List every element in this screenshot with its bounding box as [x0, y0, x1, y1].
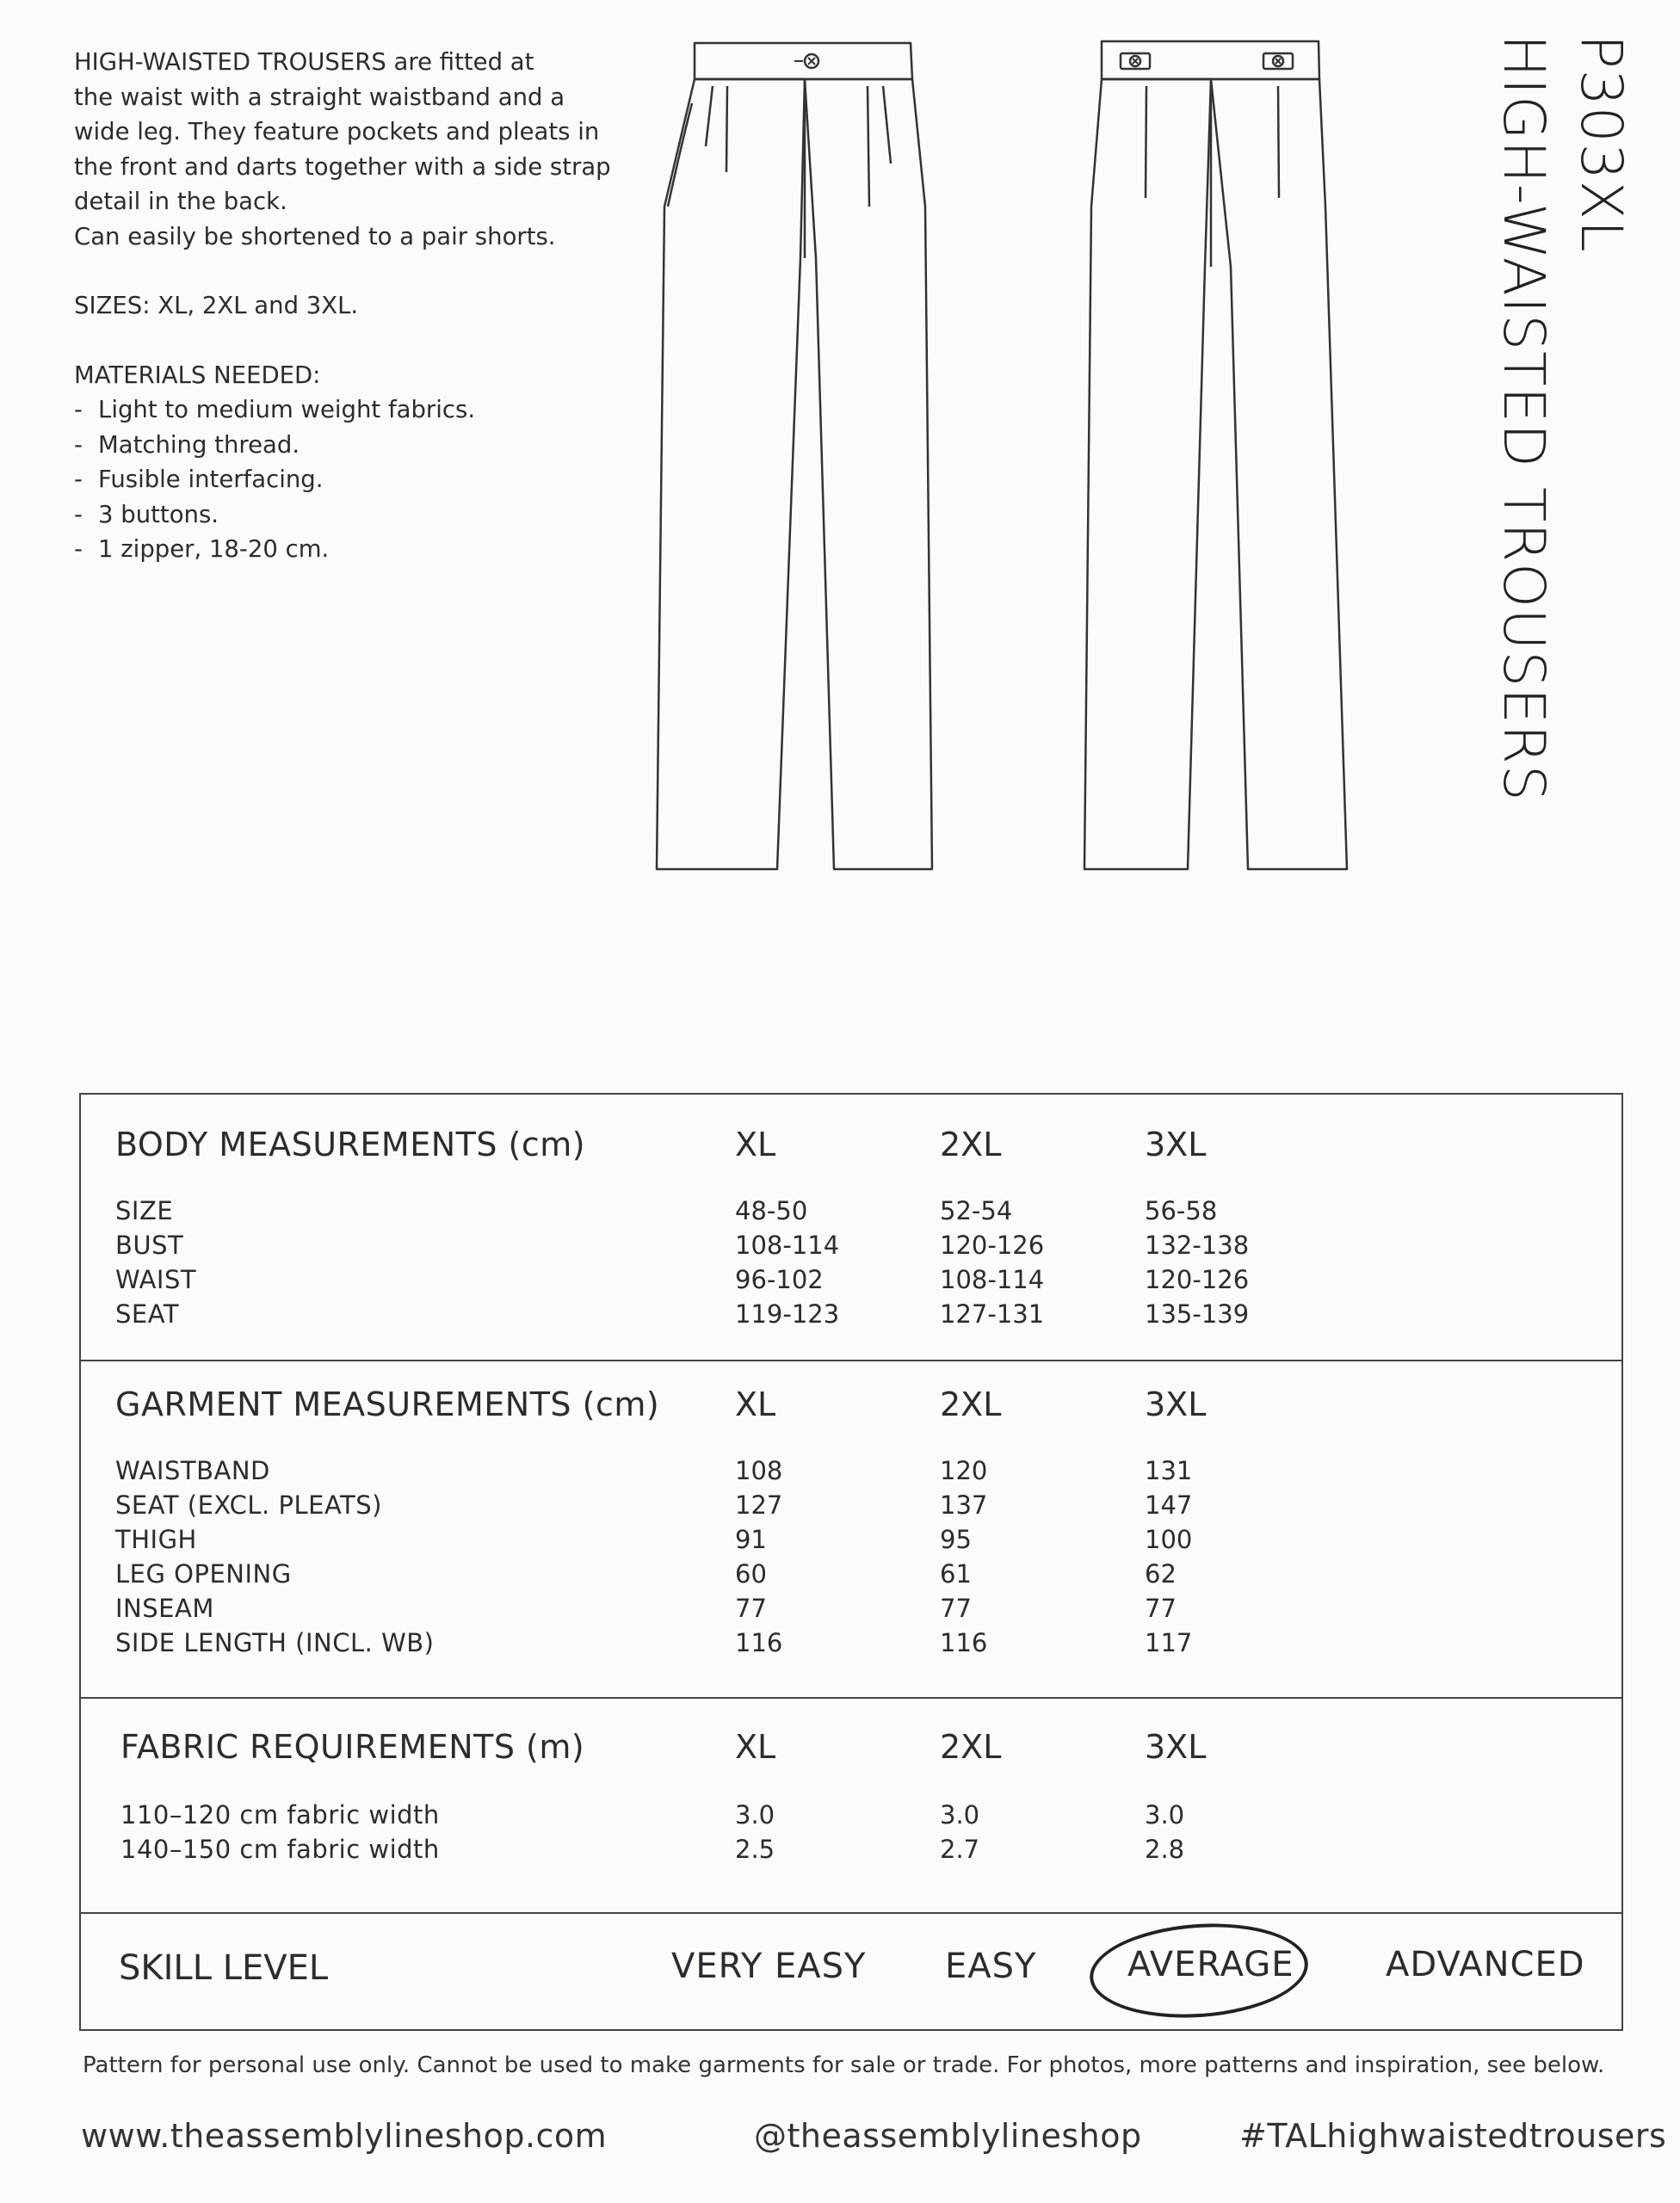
column-header: 3XL	[1145, 1126, 1207, 1163]
description-line: HIGH-WAISTED TROUSERS are fitted at	[74, 48, 534, 76]
table-cell: 52-54	[940, 1196, 1013, 1225]
table-cell: 60	[735, 1559, 767, 1589]
table-cell: 96-102	[735, 1265, 824, 1294]
table-cell: 77	[735, 1594, 767, 1623]
column-header: 2XL	[940, 1126, 1002, 1163]
fabric-requirements-section	[81, 1697, 1621, 1912]
table-cell: 108	[735, 1456, 783, 1485]
section-title: FABRIC REQUIREMENTS (m)	[120, 1728, 585, 1766]
pattern-description	[74, 45, 625, 567]
section-title: BODY MEASUREMENTS (cm)	[115, 1126, 586, 1163]
list-item: - Light to medium weight fabrics.	[74, 396, 476, 423]
column-header: XL	[735, 1385, 776, 1423]
description-line: the waist with a straight waistband and a	[74, 83, 565, 111]
sizes-text: SIZES: XL, 2XL and 3XL.	[74, 292, 359, 319]
website-link[interactable]: www.theassemblylineshop.com	[81, 2117, 608, 2155]
table-cell: 120	[940, 1456, 988, 1485]
list-item: - 1 zipper, 18-20 cm.	[74, 535, 330, 563]
table-cell: 116	[735, 1628, 783, 1657]
table-cell: 61	[940, 1559, 972, 1589]
column-header: 3XL	[1145, 1728, 1207, 1766]
table-cell: 116	[940, 1628, 988, 1657]
materials-list	[74, 392, 625, 567]
skill-option-very-easy: VERY EASY	[671, 1947, 867, 1986]
table-cell: 135-139	[1145, 1299, 1250, 1329]
table-cell: 56-58	[1145, 1196, 1218, 1225]
table-cell: 127	[735, 1490, 783, 1520]
table-cell: 77	[940, 1594, 972, 1623]
description-line: the front and darts together with a side strap	[74, 152, 611, 181]
table-cell: 120-126	[1145, 1265, 1250, 1294]
table-cell: 119-123	[735, 1299, 840, 1329]
list-item: - Matching thread.	[74, 430, 300, 459]
materials-heading: MATERIALS NEEDED:	[74, 361, 321, 389]
table-cell: 127-131	[940, 1299, 1045, 1329]
front-view-drawing	[657, 43, 932, 869]
technical-drawings	[645, 34, 1437, 929]
selected-skill-circle	[1087, 1916, 1312, 2024]
table-cell: 77	[1145, 1594, 1177, 1623]
skill-option-average: AVERAGE	[1127, 1945, 1294, 1984]
column-header: 3XL	[1145, 1385, 1207, 1423]
description-line: Can easily be shortened to a pair shorts.	[74, 222, 556, 250]
social-handle[interactable]: @theassemblylineshop	[754, 2117, 1142, 2155]
row-label: 110–120 cm fabric width	[120, 1800, 440, 1830]
table-cell: 2.8	[1145, 1835, 1185, 1864]
table-cell: 137	[940, 1490, 988, 1520]
description-line: detail in the back.	[74, 188, 287, 215]
row-label: SIZE	[115, 1196, 174, 1225]
pattern-name: HIGH-WAISTED TROUSERS	[1491, 34, 1557, 802]
table-cell: 131	[1145, 1456, 1193, 1485]
table-cell: 3.0	[940, 1800, 980, 1830]
skill-option-easy: EASY	[945, 1947, 1037, 1986]
pattern-title	[1433, 34, 1640, 861]
row-label: SEAT	[115, 1299, 180, 1329]
row-label: INSEAM	[115, 1594, 214, 1623]
column-header: 2XL	[940, 1385, 1002, 1423]
table-cell: 48-50	[735, 1196, 808, 1225]
table-cell: 91	[735, 1525, 767, 1554]
table-cell: 2.5	[735, 1835, 775, 1864]
description-line: wide leg. They feature pockets and pleats in	[74, 118, 600, 145]
skill-level-section	[81, 1912, 1621, 2031]
row-label: WAISTBAND	[115, 1456, 270, 1485]
hashtag[interactable]: #TALhighwaistedtrousers	[1239, 2117, 1667, 2155]
column-header: XL	[735, 1728, 776, 1766]
column-header: XL	[735, 1126, 776, 1163]
row-label: SEAT (EXCL. PLEATS)	[115, 1490, 382, 1520]
back-view-drawing	[1084, 41, 1347, 869]
row-label: WAIST	[115, 1265, 197, 1294]
section-title: GARMENT MEASUREMENTS (cm)	[115, 1385, 660, 1423]
list-item: - Fusible interfacing.	[74, 466, 324, 493]
row-label: THIGH	[115, 1525, 197, 1554]
list-item: - 3 buttons.	[74, 500, 219, 528]
table-cell: 3.0	[1145, 1800, 1185, 1830]
table-cell: 132-138	[1145, 1231, 1250, 1260]
measurement-table	[79, 1093, 1623, 2031]
skill-option-advanced: ADVANCED	[1386, 1945, 1585, 1984]
table-cell: 100	[1145, 1525, 1193, 1554]
table-cell: 120-126	[940, 1231, 1045, 1260]
table-cell: 2.7	[940, 1835, 980, 1864]
body-measurements-section	[81, 1095, 1621, 1360]
row-label: SIDE LENGTH (INCL. WB)	[115, 1628, 435, 1657]
row-label: 140–150 cm fabric width	[120, 1835, 440, 1864]
table-cell: 147	[1145, 1490, 1193, 1520]
table-cell: 3.0	[735, 1800, 775, 1830]
pattern-code: P303XL	[1568, 34, 1634, 253]
garment-measurements-section	[81, 1360, 1621, 1697]
row-label: LEG OPENING	[115, 1559, 292, 1589]
usage-note: Pattern for personal use only. Cannot be used to make garments for sale or trade. For photos, more patterns and inspiration, see below.	[83, 2052, 1605, 2078]
table-cell: 117	[1145, 1628, 1193, 1657]
skill-level-label: SKILL LEVEL	[119, 1948, 329, 1988]
table-cell: 108-114	[940, 1265, 1045, 1294]
table-cell: 95	[940, 1525, 972, 1554]
row-label: BUST	[115, 1231, 184, 1260]
table-cell: 62	[1145, 1559, 1177, 1589]
table-cell: 108-114	[735, 1231, 840, 1260]
column-header: 2XL	[940, 1728, 1002, 1766]
